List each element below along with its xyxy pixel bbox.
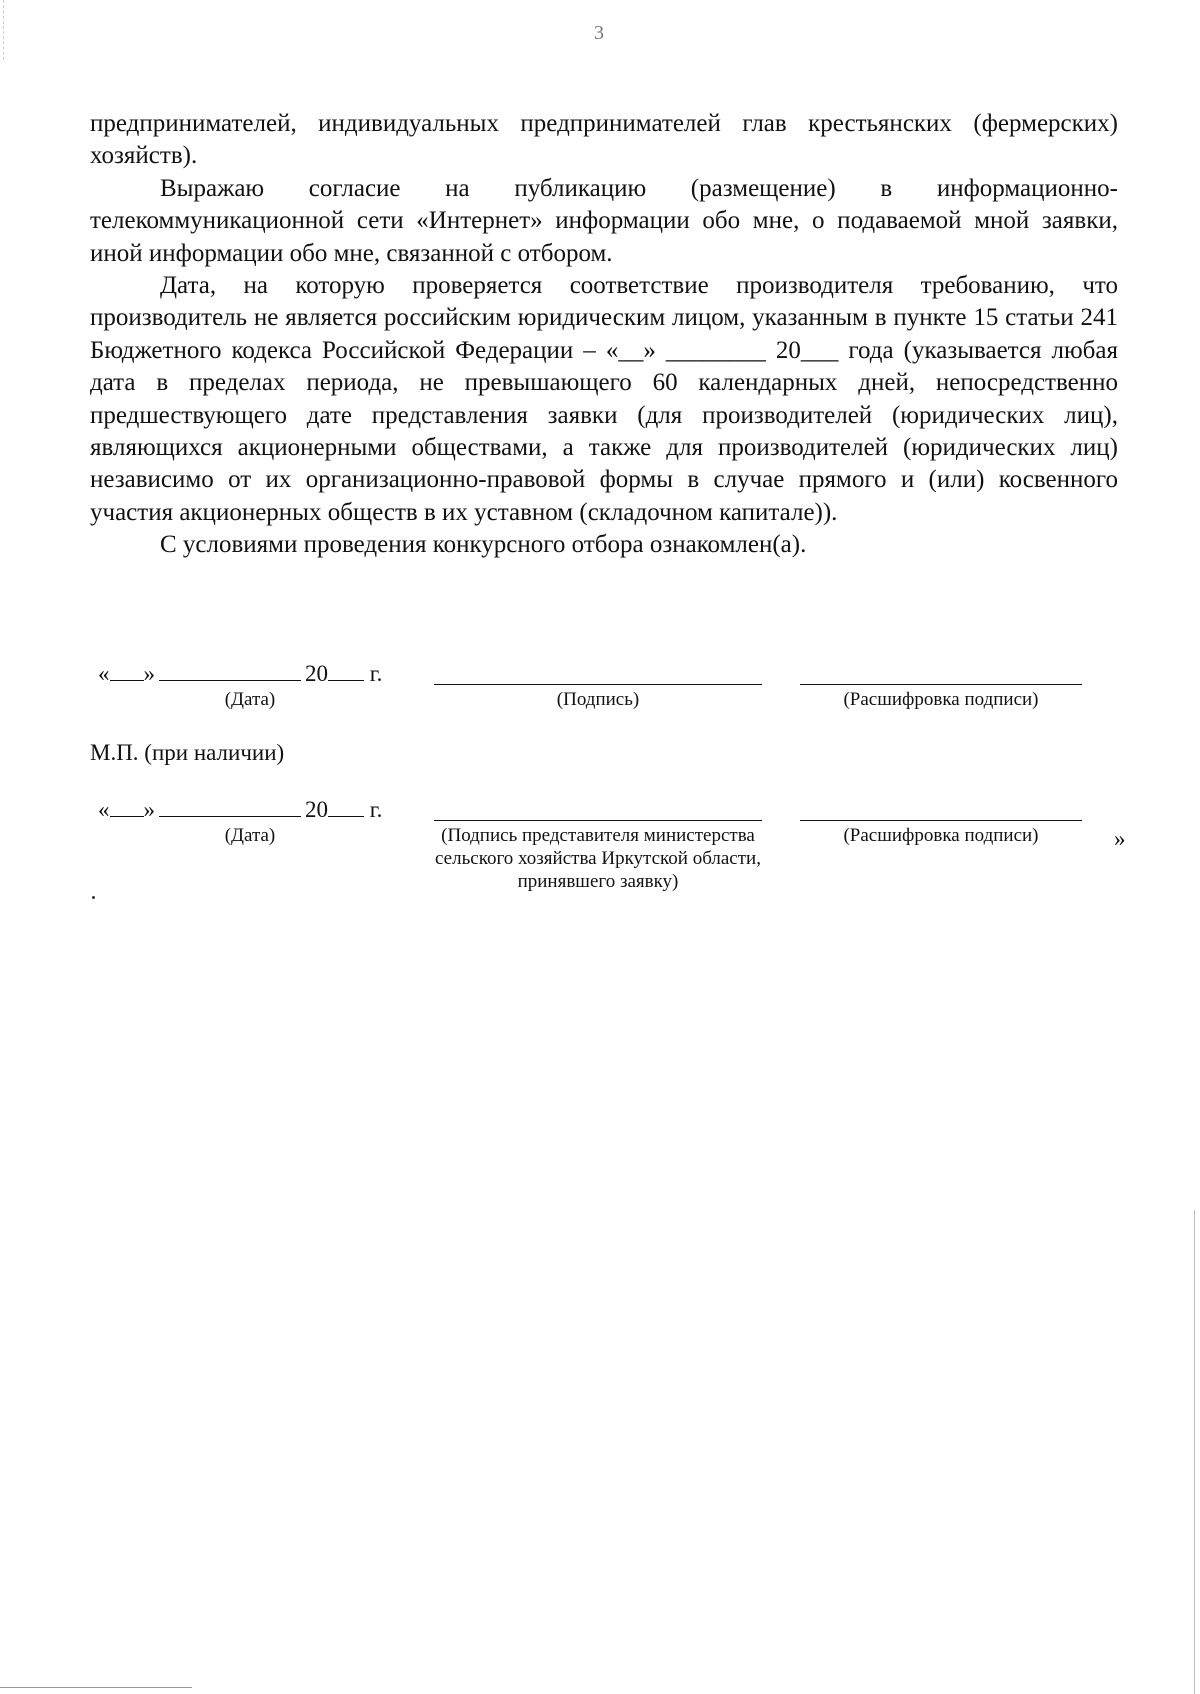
open-quote: « — [98, 797, 110, 822]
day-blank — [110, 660, 144, 681]
date-field — [98, 796, 382, 823]
page-number: 3 — [594, 22, 604, 44]
decryption-line — [800, 820, 1082, 821]
month-blank — [159, 796, 301, 817]
scan-speck — [92, 896, 95, 899]
stamp-placeholder: М.П. (при наличии) — [90, 740, 285, 765]
document-body — [90, 108, 1118, 562]
closing-quote: » — [1114, 826, 1126, 851]
signature-caption: (Подпись представителя министерства сельского хозяйства Иркутской области, принявшего заявку) — [435, 825, 761, 892]
date-field — [98, 660, 382, 687]
paragraph-acknowledgement: С условиями проведения конкурсного отбора ознакомлен(а). — [160, 531, 807, 559]
year-suffix: г. — [369, 797, 383, 822]
paragraph-consent: Выражаю согласие на публикацию (размещение) в информационно-телекоммуникационной сети «Интернет» информации обо мне, о подаваемой мной заявки, иной информации обо мне, связанной с отбором. — [90, 174, 1118, 267]
date-caption: (Дата) — [224, 825, 276, 846]
signature-line — [434, 684, 762, 685]
paragraph-check-date: Дата, на которую проверяется соответствие производителя требованию, что производитель не является российским юридическим лицом, указанным в пункте 15 статьи 241 Бюджетного кодекса Российской Федерации – «__» ________ 20___ года (указывается любая дата в пределах периода, не превышающего 60 календарных дней, непосредственно предшествующего дате представления заявки (для производителей (юридических лиц), являющихся акционерными обществами, а также для производителей (юридических лиц) независимо от их организационно-правовой формы в случае прямого и (или) косвенного участия акционерных обществ в их уставном (складочном капитале)). — [90, 272, 1118, 526]
open-quote: « — [98, 661, 110, 686]
signature-caption: (Подпись) — [556, 689, 640, 710]
decryption-caption: (Расшифровка подписи) — [843, 825, 1039, 846]
scan-edge-right — [1194, 1210, 1195, 1694]
scan-edge-left — [3, 0, 4, 60]
year-prefix: 20 — [305, 661, 328, 686]
signature-block-ministry — [0, 796, 1200, 906]
decryption-line — [800, 684, 1082, 685]
close-quote: » — [143, 661, 155, 686]
year-blank — [328, 660, 364, 681]
year-prefix: 20 — [305, 797, 328, 822]
scan-edge-bottom — [0, 1687, 192, 1688]
date-caption: (Дата) — [224, 689, 276, 710]
decryption-caption: (Расшифровка подписи) — [843, 689, 1039, 710]
signature-line — [434, 820, 762, 821]
month-blank — [159, 660, 301, 681]
year-suffix: г. — [369, 661, 383, 686]
day-blank — [110, 796, 144, 817]
close-quote: » — [143, 797, 155, 822]
year-blank — [328, 796, 364, 817]
paragraph-continuation: предпринимателей, индивидуальных предпринимателей глав крестьянских (фермерских) хозяйств). — [90, 110, 1118, 170]
